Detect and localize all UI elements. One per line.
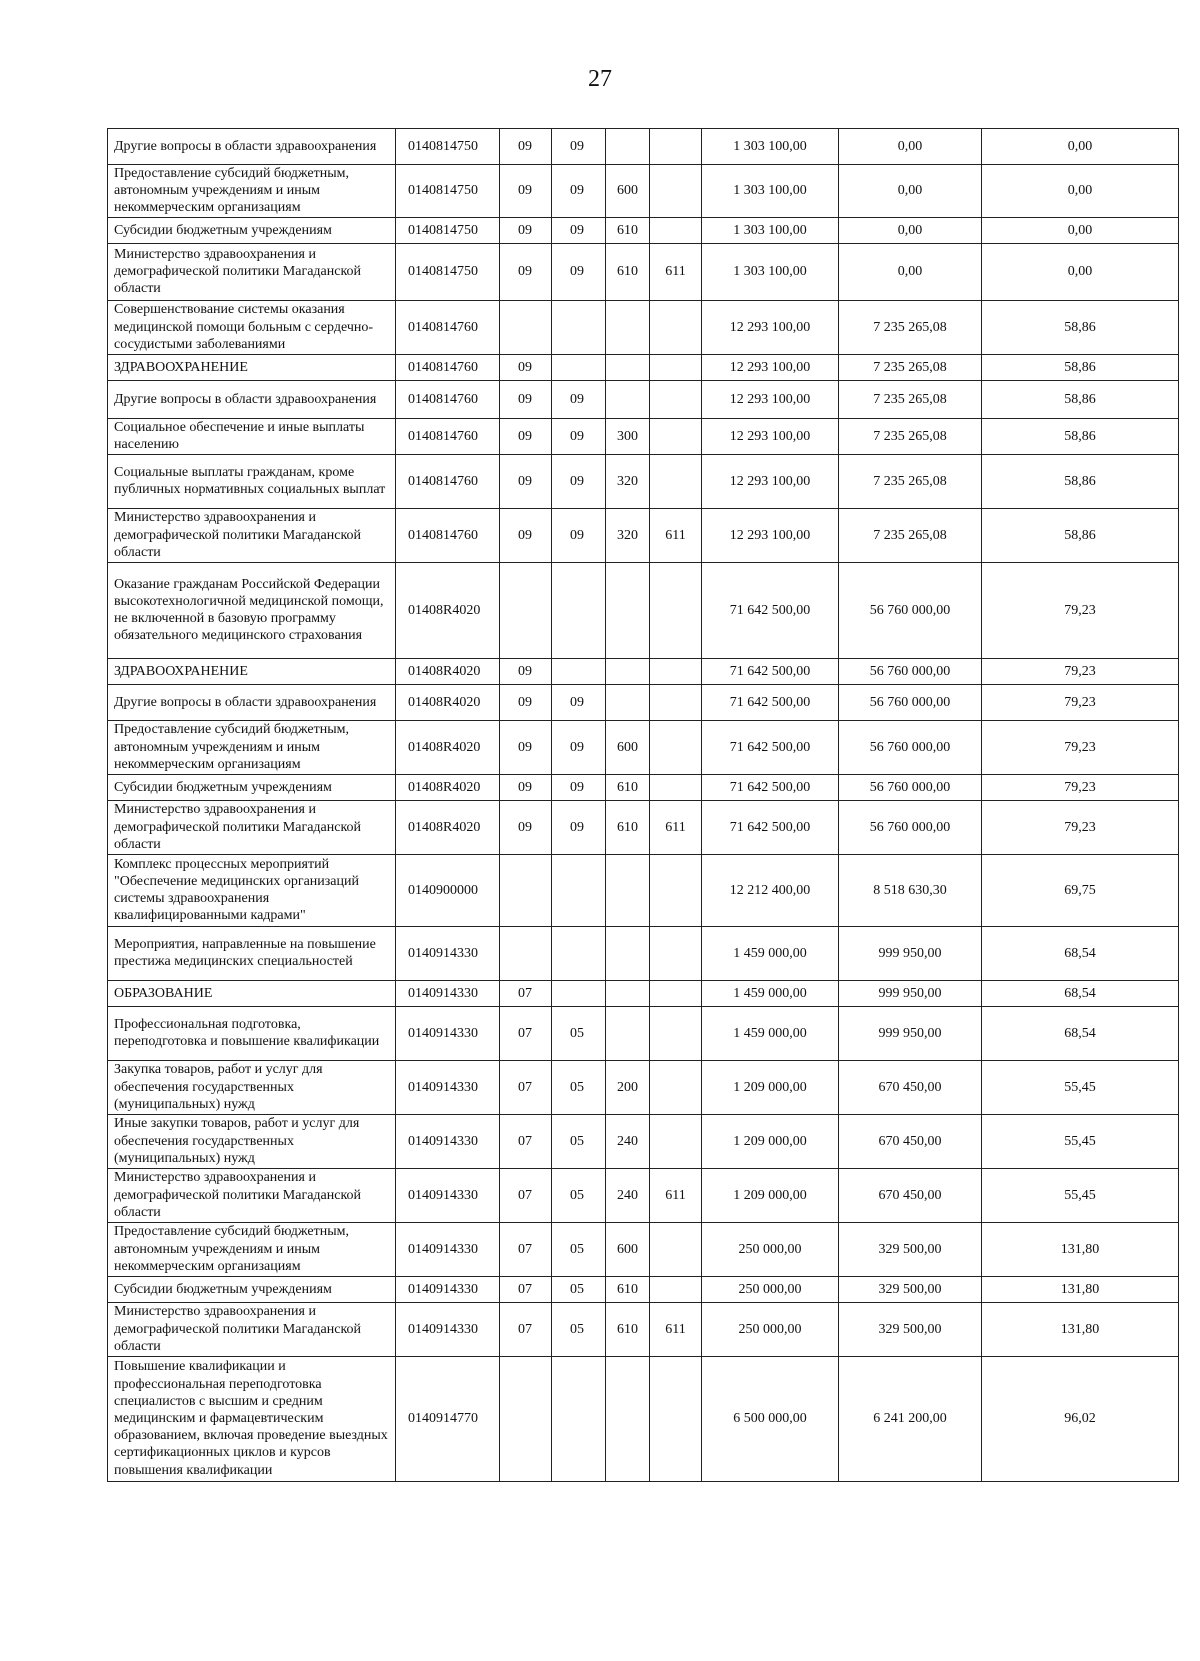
cell-expense-type: 300	[606, 418, 650, 454]
cell-executed: 56 760 000,00	[839, 800, 982, 854]
cell-planned: 12 293 100,00	[702, 354, 839, 380]
cell-planned: 1 303 100,00	[702, 243, 839, 300]
cell-section: 09	[500, 720, 552, 774]
cell-expense-type	[606, 380, 650, 418]
cell-subsection: 09	[552, 418, 606, 454]
cell-name: Другие вопросы в области здравоохранения	[108, 684, 396, 720]
table-row	[108, 1222, 1179, 1276]
cell-percent: 0,00	[982, 243, 1179, 300]
cell-planned: 250 000,00	[702, 1276, 839, 1302]
table-row	[108, 217, 1179, 243]
cell-administrator	[650, 129, 702, 165]
table-row	[108, 774, 1179, 800]
table-row	[108, 508, 1179, 562]
cell-administrator	[650, 926, 702, 980]
cell-name: Субсидии бюджетным учреждениям	[108, 774, 396, 800]
cell-expense-type	[606, 854, 650, 926]
cell-section	[500, 562, 552, 658]
cell-expense-type	[606, 684, 650, 720]
cell-percent: 68,54	[982, 1006, 1179, 1060]
cell-expense-type: 240	[606, 1114, 650, 1168]
cell-target-article: 0140814750	[396, 217, 500, 243]
cell-name: ОБРАЗОВАНИЕ	[108, 980, 396, 1006]
table-row	[108, 418, 1179, 454]
table-row	[108, 129, 1179, 165]
table-row	[108, 562, 1179, 658]
cell-expense-type: 320	[606, 508, 650, 562]
table-row	[108, 800, 1179, 854]
cell-executed: 0,00	[839, 217, 982, 243]
cell-administrator	[650, 217, 702, 243]
cell-expense-type: 610	[606, 800, 650, 854]
cell-section: 09	[500, 800, 552, 854]
cell-planned: 1 459 000,00	[702, 980, 839, 1006]
cell-planned: 1 209 000,00	[702, 1114, 839, 1168]
cell-section	[500, 854, 552, 926]
page-number: 27	[588, 66, 612, 92]
cell-administrator: 611	[650, 508, 702, 562]
cell-name: Социальные выплаты гражданам, кроме публичных нормативных социальных выплат	[108, 454, 396, 508]
cell-percent: 68,54	[982, 980, 1179, 1006]
cell-expense-type: 320	[606, 454, 650, 508]
cell-planned: 12 293 100,00	[702, 454, 839, 508]
cell-subsection: 05	[552, 1006, 606, 1060]
cell-expense-type	[606, 1356, 650, 1481]
cell-name: Министерство здравоохранения и демографической политики Магаданской области	[108, 508, 396, 562]
cell-name: Другие вопросы в области здравоохранения	[108, 129, 396, 165]
cell-section: 09	[500, 684, 552, 720]
cell-administrator: 611	[650, 800, 702, 854]
cell-administrator	[650, 1114, 702, 1168]
cell-planned: 12 212 400,00	[702, 854, 839, 926]
cell-executed: 0,00	[839, 165, 982, 218]
cell-administrator: 611	[650, 1168, 702, 1222]
cell-subsection: 09	[552, 684, 606, 720]
cell-planned: 12 293 100,00	[702, 300, 839, 354]
cell-target-article: 01408R4020	[396, 562, 500, 658]
table-row	[108, 1276, 1179, 1302]
cell-expense-type	[606, 562, 650, 658]
cell-planned: 71 642 500,00	[702, 800, 839, 854]
cell-expense-type	[606, 1006, 650, 1060]
cell-target-article: 0140914330	[396, 980, 500, 1006]
cell-target-article: 0140900000	[396, 854, 500, 926]
cell-expense-type: 600	[606, 1222, 650, 1276]
cell-target-article: 01408R4020	[396, 774, 500, 800]
cell-executed: 7 235 265,08	[839, 454, 982, 508]
cell-target-article: 0140914330	[396, 1276, 500, 1302]
cell-executed: 7 235 265,08	[839, 380, 982, 418]
cell-percent: 58,86	[982, 300, 1179, 354]
cell-subsection: 05	[552, 1060, 606, 1114]
cell-target-article: 0140814750	[396, 243, 500, 300]
cell-executed: 670 450,00	[839, 1114, 982, 1168]
cell-administrator	[650, 1006, 702, 1060]
table-row	[108, 684, 1179, 720]
cell-planned: 1 303 100,00	[702, 165, 839, 218]
cell-expense-type: 610	[606, 1302, 650, 1356]
cell-subsection	[552, 562, 606, 658]
cell-name: Субсидии бюджетным учреждениям	[108, 217, 396, 243]
cell-administrator	[650, 380, 702, 418]
cell-expense-type	[606, 658, 650, 684]
cell-planned: 12 293 100,00	[702, 418, 839, 454]
cell-section: 07	[500, 1060, 552, 1114]
cell-percent: 58,86	[982, 454, 1179, 508]
cell-expense-type	[606, 980, 650, 1006]
cell-expense-type: 610	[606, 243, 650, 300]
cell-name: Субсидии бюджетным учреждениям	[108, 1276, 396, 1302]
cell-target-article: 0140914330	[396, 1302, 500, 1356]
cell-administrator	[650, 854, 702, 926]
cell-administrator: 611	[650, 1302, 702, 1356]
cell-planned: 1 459 000,00	[702, 926, 839, 980]
cell-section: 07	[500, 1006, 552, 1060]
cell-target-article: 0140814750	[396, 129, 500, 165]
cell-percent: 79,23	[982, 658, 1179, 684]
cell-section: 09	[500, 217, 552, 243]
cell-administrator	[650, 165, 702, 218]
cell-subsection	[552, 354, 606, 380]
cell-section: 09	[500, 380, 552, 418]
cell-target-article: 0140914770	[396, 1356, 500, 1481]
cell-administrator	[650, 1222, 702, 1276]
cell-target-article: 0140814760	[396, 508, 500, 562]
cell-subsection: 05	[552, 1168, 606, 1222]
table-row	[108, 243, 1179, 300]
cell-subsection: 09	[552, 774, 606, 800]
cell-percent: 0,00	[982, 129, 1179, 165]
cell-target-article: 0140814760	[396, 418, 500, 454]
table-row	[108, 300, 1179, 354]
cell-target-article: 01408R4020	[396, 720, 500, 774]
cell-name: Другие вопросы в области здравоохранения	[108, 380, 396, 418]
cell-target-article: 01408R4020	[396, 800, 500, 854]
cell-subsection	[552, 980, 606, 1006]
cell-subsection: 09	[552, 720, 606, 774]
table-row	[108, 454, 1179, 508]
cell-expense-type: 240	[606, 1168, 650, 1222]
cell-target-article: 0140814760	[396, 354, 500, 380]
cell-name: Предоставление субсидий бюджетным, автономным учреждениям и иным некоммерческим организациям	[108, 1222, 396, 1276]
cell-planned: 1 459 000,00	[702, 1006, 839, 1060]
cell-percent: 58,86	[982, 418, 1179, 454]
cell-subsection: 09	[552, 800, 606, 854]
cell-section: 09	[500, 508, 552, 562]
cell-percent: 131,80	[982, 1276, 1179, 1302]
cell-subsection: 05	[552, 1276, 606, 1302]
table-row	[108, 658, 1179, 684]
cell-percent: 79,23	[982, 774, 1179, 800]
cell-name: Социальное обеспечение и иные выплаты населению	[108, 418, 396, 454]
cell-percent: 69,75	[982, 854, 1179, 926]
cell-name: Повышение квалификации и профессиональная переподготовка специалистов с высшим и средним медицинским и фармацевтическим образованием, включая проведение выездных сертификационных циклов и курсов повышения квалификации	[108, 1356, 396, 1481]
cell-section	[500, 300, 552, 354]
cell-executed: 670 450,00	[839, 1060, 982, 1114]
cell-section	[500, 1356, 552, 1481]
cell-planned: 1 209 000,00	[702, 1168, 839, 1222]
table-body	[108, 129, 1179, 1482]
cell-subsection	[552, 1356, 606, 1481]
table-row	[108, 1356, 1179, 1481]
cell-executed: 56 760 000,00	[839, 562, 982, 658]
cell-subsection	[552, 300, 606, 354]
cell-percent: 79,23	[982, 562, 1179, 658]
cell-administrator	[650, 980, 702, 1006]
cell-executed: 329 500,00	[839, 1222, 982, 1276]
cell-expense-type	[606, 129, 650, 165]
cell-name: Оказание гражданам Российской Федерации высокотехнологичной медицинской помощи, не включенной в базовую программу обязательного медицинского страхования	[108, 562, 396, 658]
cell-name: Министерство здравоохранения и демографической политики Магаданской области	[108, 1302, 396, 1356]
cell-section: 07	[500, 1302, 552, 1356]
cell-planned: 71 642 500,00	[702, 658, 839, 684]
cell-subsection: 09	[552, 165, 606, 218]
cell-executed: 7 235 265,08	[839, 300, 982, 354]
cell-executed: 0,00	[839, 243, 982, 300]
table-row	[108, 165, 1179, 218]
cell-percent: 131,80	[982, 1222, 1179, 1276]
cell-target-article: 0140814760	[396, 300, 500, 354]
cell-executed: 999 950,00	[839, 980, 982, 1006]
cell-planned: 71 642 500,00	[702, 684, 839, 720]
cell-section: 09	[500, 129, 552, 165]
cell-executed: 56 760 000,00	[839, 774, 982, 800]
cell-percent: 55,45	[982, 1060, 1179, 1114]
cell-expense-type	[606, 926, 650, 980]
cell-name: ЗДРАВООХРАНЕНИЕ	[108, 658, 396, 684]
cell-subsection: 09	[552, 380, 606, 418]
cell-percent: 55,45	[982, 1168, 1179, 1222]
table-row	[108, 354, 1179, 380]
cell-subsection	[552, 926, 606, 980]
cell-percent: 0,00	[982, 165, 1179, 218]
cell-planned: 1 303 100,00	[702, 217, 839, 243]
cell-target-article: 0140914330	[396, 1168, 500, 1222]
cell-executed: 7 235 265,08	[839, 508, 982, 562]
cell-planned: 1 303 100,00	[702, 129, 839, 165]
cell-percent: 58,86	[982, 508, 1179, 562]
cell-planned: 12 293 100,00	[702, 380, 839, 418]
cell-percent: 79,23	[982, 800, 1179, 854]
cell-planned: 1 209 000,00	[702, 1060, 839, 1114]
cell-subsection	[552, 854, 606, 926]
table-row	[108, 1060, 1179, 1114]
cell-percent: 131,80	[982, 1302, 1179, 1356]
cell-executed: 56 760 000,00	[839, 684, 982, 720]
cell-subsection	[552, 658, 606, 684]
cell-expense-type: 600	[606, 720, 650, 774]
cell-executed: 8 518 630,30	[839, 854, 982, 926]
table-row	[108, 980, 1179, 1006]
cell-administrator: 611	[650, 243, 702, 300]
cell-percent: 0,00	[982, 217, 1179, 243]
cell-subsection: 05	[552, 1222, 606, 1276]
cell-administrator	[650, 658, 702, 684]
table-row	[108, 854, 1179, 926]
cell-administrator	[650, 454, 702, 508]
cell-executed: 56 760 000,00	[839, 658, 982, 684]
cell-section: 07	[500, 1222, 552, 1276]
cell-planned: 71 642 500,00	[702, 720, 839, 774]
cell-administrator	[650, 418, 702, 454]
cell-subsection: 05	[552, 1302, 606, 1356]
cell-target-article: 0140914330	[396, 1222, 500, 1276]
cell-administrator	[650, 562, 702, 658]
cell-section: 09	[500, 354, 552, 380]
cell-name: Предоставление субсидий бюджетным, автономным учреждениям и иным некоммерческим организациям	[108, 720, 396, 774]
table-row	[108, 720, 1179, 774]
budget-execution-table	[107, 128, 1179, 1482]
cell-section: 09	[500, 418, 552, 454]
cell-expense-type: 610	[606, 1276, 650, 1302]
cell-name: Профессиональная подготовка, переподготовка и повышение квалификации	[108, 1006, 396, 1060]
cell-expense-type: 200	[606, 1060, 650, 1114]
cell-percent: 68,54	[982, 926, 1179, 980]
cell-expense-type: 600	[606, 165, 650, 218]
cell-expense-type: 610	[606, 774, 650, 800]
cell-section: 07	[500, 1168, 552, 1222]
cell-subsection: 09	[552, 217, 606, 243]
cell-planned: 250 000,00	[702, 1222, 839, 1276]
cell-target-article: 0140914330	[396, 1060, 500, 1114]
cell-planned: 12 293 100,00	[702, 508, 839, 562]
cell-target-article: 0140814760	[396, 454, 500, 508]
cell-subsection: 05	[552, 1114, 606, 1168]
cell-percent: 55,45	[982, 1114, 1179, 1168]
table-row	[108, 926, 1179, 980]
cell-target-article: 01408R4020	[396, 684, 500, 720]
table-row	[108, 380, 1179, 418]
cell-section: 09	[500, 165, 552, 218]
cell-executed: 7 235 265,08	[839, 354, 982, 380]
cell-section: 07	[500, 1276, 552, 1302]
cell-administrator	[650, 1276, 702, 1302]
cell-expense-type	[606, 300, 650, 354]
cell-executed: 329 500,00	[839, 1302, 982, 1356]
cell-executed: 670 450,00	[839, 1168, 982, 1222]
cell-percent: 58,86	[982, 380, 1179, 418]
cell-target-article: 0140814760	[396, 380, 500, 418]
cell-name: Закупка товаров, работ и услуг для обеспечения государственных (муниципальных) нужд	[108, 1060, 396, 1114]
table-row	[108, 1006, 1179, 1060]
cell-name: Министерство здравоохранения и демографической политики Магаданской области	[108, 1168, 396, 1222]
cell-subsection: 09	[552, 454, 606, 508]
cell-executed: 999 950,00	[839, 926, 982, 980]
cell-administrator	[650, 300, 702, 354]
cell-name: Министерство здравоохранения и демографической политики Магаданской области	[108, 243, 396, 300]
cell-name: Иные закупки товаров, работ и услуг для обеспечения государственных (муниципальных) нужд	[108, 1114, 396, 1168]
cell-name: Предоставление субсидий бюджетным, автономным учреждениям и иным некоммерческим организациям	[108, 165, 396, 218]
cell-subsection: 09	[552, 243, 606, 300]
cell-percent: 96,02	[982, 1356, 1179, 1481]
cell-subsection: 09	[552, 129, 606, 165]
cell-percent: 79,23	[982, 684, 1179, 720]
cell-target-article: 01408R4020	[396, 658, 500, 684]
cell-administrator	[650, 684, 702, 720]
cell-executed: 0,00	[839, 129, 982, 165]
cell-target-article: 0140914330	[396, 926, 500, 980]
cell-section: 09	[500, 243, 552, 300]
cell-section: 07	[500, 980, 552, 1006]
cell-name: Совершенствование системы оказания медицинской помощи больным с сердечно-сосудистыми заболеваниями	[108, 300, 396, 354]
cell-name: Мероприятия, направленные на повышение престижа медицинских специальностей	[108, 926, 396, 980]
cell-planned: 250 000,00	[702, 1302, 839, 1356]
cell-percent: 58,86	[982, 354, 1179, 380]
cell-administrator	[650, 1356, 702, 1481]
cell-name: Комплекс процессных мероприятий "Обеспечение медицинских организаций системы здравоохранения квалифицированными кадрами"	[108, 854, 396, 926]
cell-section: 09	[500, 454, 552, 508]
cell-section	[500, 926, 552, 980]
cell-planned: 6 500 000,00	[702, 1356, 839, 1481]
cell-executed: 329 500,00	[839, 1276, 982, 1302]
cell-administrator	[650, 1060, 702, 1114]
cell-section: 09	[500, 774, 552, 800]
table-row	[108, 1114, 1179, 1168]
cell-executed: 56 760 000,00	[839, 720, 982, 774]
cell-target-article: 0140814750	[396, 165, 500, 218]
cell-target-article: 0140914330	[396, 1006, 500, 1060]
cell-section: 09	[500, 658, 552, 684]
cell-section: 07	[500, 1114, 552, 1168]
cell-executed: 6 241 200,00	[839, 1356, 982, 1481]
cell-administrator	[650, 774, 702, 800]
cell-expense-type	[606, 354, 650, 380]
cell-administrator	[650, 354, 702, 380]
cell-subsection: 09	[552, 508, 606, 562]
cell-administrator	[650, 720, 702, 774]
cell-planned: 71 642 500,00	[702, 562, 839, 658]
cell-percent: 79,23	[982, 720, 1179, 774]
table-row	[108, 1168, 1179, 1222]
cell-name: ЗДРАВООХРАНЕНИЕ	[108, 354, 396, 380]
cell-planned: 71 642 500,00	[702, 774, 839, 800]
cell-target-article: 0140914330	[396, 1114, 500, 1168]
cell-name: Министерство здравоохранения и демографической политики Магаданской области	[108, 800, 396, 854]
table-row	[108, 1302, 1179, 1356]
cell-executed: 999 950,00	[839, 1006, 982, 1060]
cell-executed: 7 235 265,08	[839, 418, 982, 454]
cell-expense-type: 610	[606, 217, 650, 243]
